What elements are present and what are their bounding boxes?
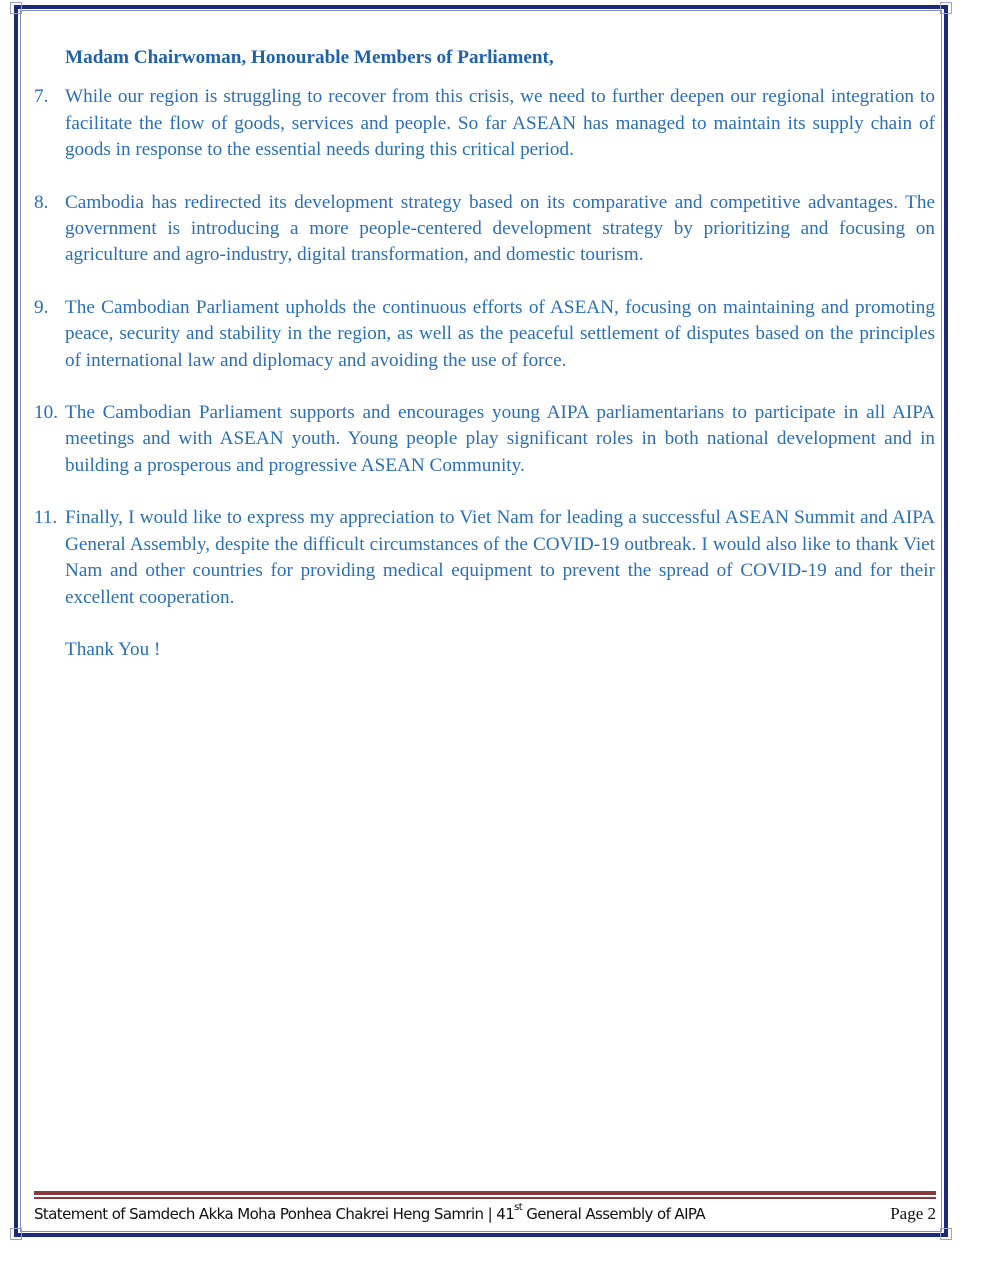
salutation: Madam Chairwoman, Honourable Members of Parliament, — [65, 47, 554, 68]
footer-rule-thick — [34, 1191, 936, 1195]
paragraph-text: The Cambodian Parliament supports and encourages young AIPA parliamentarians to participate in all AIPA meetings and with ASEAN youth. Young people play significant roles in both national development and in building a prosperous and progressive ASEAN Community. — [65, 402, 935, 476]
paragraph-number: 8. — [34, 191, 49, 213]
footer-ordinal-suffix: st — [514, 1202, 523, 1213]
paragraph-text: While our region is struggling to recover from this crisis, we need to further deepen our regional integration to facilitate the flow of goods, services and people. So far ASEAN has managed to maintain its supply chain of goods in response to the essential needs during this critical period. — [65, 86, 935, 161]
corner-mark-top-right — [940, 2, 952, 14]
paragraph-number: 9. — [34, 296, 49, 318]
numbered-paragraph — [34, 295, 935, 374]
corner-mark-bottom-right — [940, 1228, 952, 1240]
paragraph-number: 7. — [34, 86, 49, 108]
footer-statement-text: Statement of Samdech Akka Moha Ponhea Chakrei Heng Samrin | 41 — [34, 1205, 515, 1223]
corner-mark-top-left — [10, 2, 22, 14]
paragraph-text: Finally, I would like to express my appreciation to Viet Nam for leading a successful ASEAN Summit and AIPA General Assembly, despite the difficult circumstances of the COVID-19 outbreak. I would also like to thank Viet Nam and other countries for providing medical equipment to prevent the spread of COVID-19 and for their excellent cooperation. — [65, 507, 935, 608]
corner-mark-bottom-left — [10, 1228, 22, 1240]
page-footer — [34, 1203, 936, 1227]
document-body — [34, 45, 935, 663]
closing-remark: Thank You ! — [65, 638, 161, 660]
footer-rule-thin — [34, 1197, 936, 1199]
numbered-paragraph — [34, 84, 935, 163]
footer-assembly-text: General Assembly of AIPA — [522, 1205, 706, 1223]
paragraph-number: 10. — [34, 402, 58, 424]
paragraph-number: 11. — [34, 507, 58, 529]
numbered-paragraph — [34, 505, 935, 611]
paragraph-text: Cambodia has redirected its development strategy based on its comparative and competitive advantages. The government is introducing a more people-centered development strategy by prioritizing and focusing on agriculture and agro-industry, digital transformation, and domestic tourism. — [65, 191, 935, 266]
footer-statement — [34, 1202, 706, 1223]
paragraph-text: The Cambodian Parliament upholds the continuous efforts of ASEAN, focusing on maintaining and promoting peace, security and stability in the region, as well as the peaceful settlement of disputes based on the principles of international law and diplomacy and avoiding the use of force. — [65, 296, 935, 371]
numbered-paragraph — [34, 190, 935, 269]
numbered-paragraph — [34, 400, 935, 479]
page-number: Page 2 — [890, 1204, 936, 1223]
